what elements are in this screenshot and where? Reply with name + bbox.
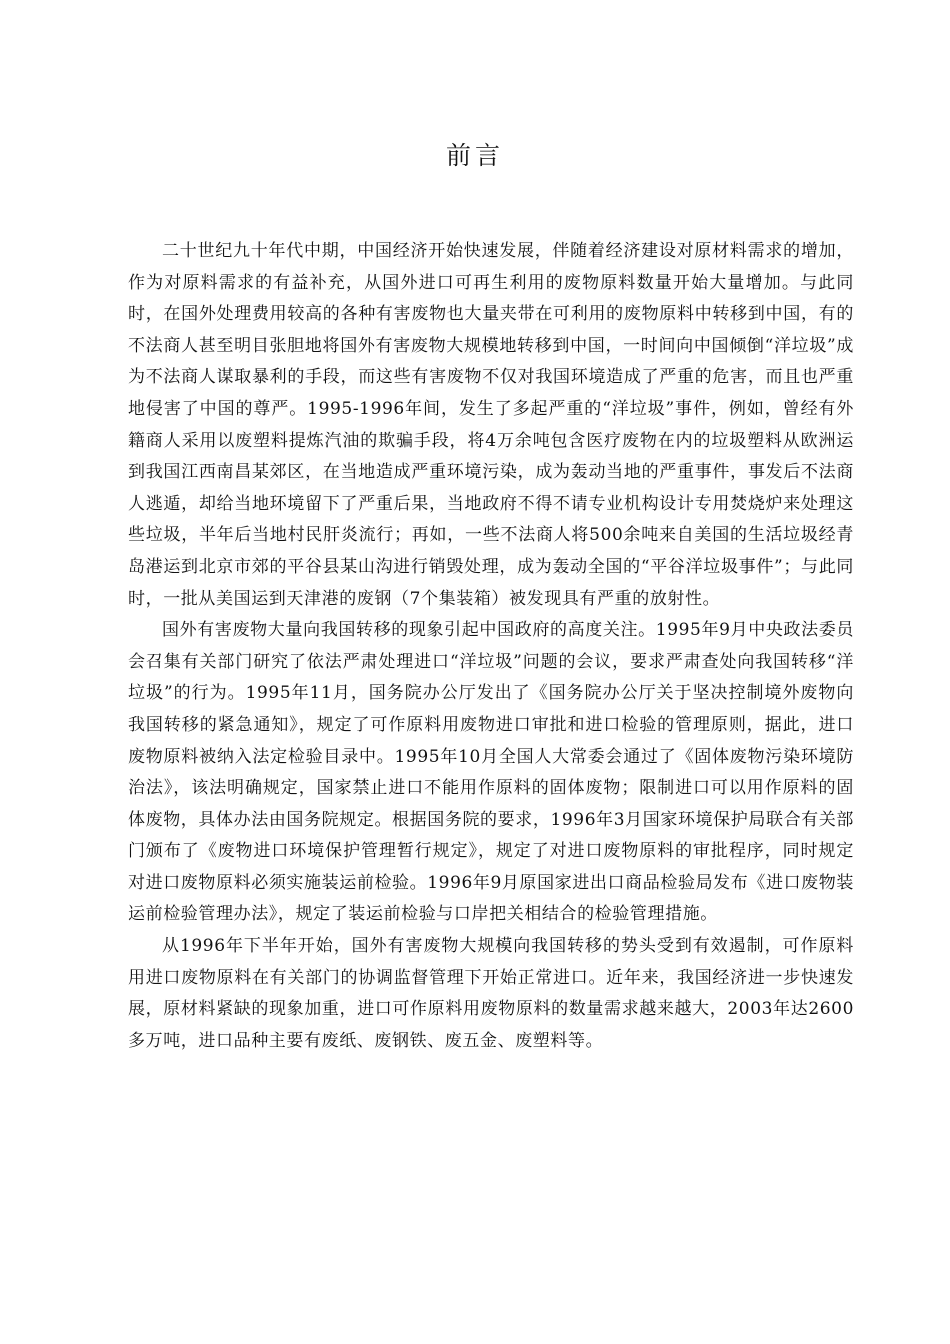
paragraph-2: 国外有害废物大量向我国转移的现象引起中国政府的高度关注。1995年9月中央政法委员会召集有关部门研究了依法严肃处理进口“洋垃圾”问题的会议，要求严肃查处向我国转移“洋垃圾”的行为。1995年11月，国务院办公厅发出了《国务院办公厅关于坚决控制境外废物向我国转移的紧急通知》，规定了可作原料用废物进口审批和进口检验的管理原则，据此，进口废物原料被纳入法定检验目录中。1995年10月全国人大常委会通过了《固体废物污染环境防治法》，该法明确规定，国家禁止进口不能用作原料的固体废物；限制进口可以用作原料的固体废物，具体办法由国务院规定。根据国务院的要求，1996年3月国家环境保护局联合有关部门颁布了《废物进口环境保护管理暂行规定》，规定了对进口废物原料的审批程序，同时规定对进口废物原料必须实施装运前检验。1996年9月原国家进出口商品检验局发布《进口废物装运前检验管理办法》，规定了装运前检验与口岸把关相结合的检验管理措施。 bbox=[128, 620, 854, 925]
paragraph-3: 从1996年下半年开始，国外有害废物大规模向我国转移的势头受到有效遏制，可作原料用进口废物原料在有关部门的协调监督管理下开始正常进口。近年来，我国经济进一步快速发展，原材料紧缺的现象加重，进口可作原料用废物原料的数量需求越来越大，2003年达2600多万吨，进口品种主要有废纸、废钢铁、废五金、废塑料等。 bbox=[128, 936, 854, 1051]
body-text bbox=[128, 236, 854, 1057]
page-title: 前言 bbox=[445, 141, 504, 170]
paragraph-1: 二十世纪九十年代中期，中国经济开始快速发展，伴随着经济建设对原材料需求的增加，作为对原料需求的有益补充，从国外进口可再生利用的废物原料数量开始大量增加。与此同时，在国外处理费用较高的各种有害废物也大量夹带在可利用的废物原料中转移到中国，有的不法商人甚至明目张胆地将国外有害废物大规模地转移到中国，一时间向中国倾倒“洋垃圾”成为不法商人谋取暴利的手段，而这些有害废物不仅对我国环境造成了严重的危害，而且也严重地侵害了中国的尊严。1995-1996年间，发生了多起严重的“洋垃圾”事件，例如，曾经有外籍商人采用以废塑料提炼汽油的欺骗手段，将4万余吨包含医疗废物在内的垃圾塑料从欧洲运到我国江西南昌某郊区，在当地造成严重环境污染，成为轰动当地的严重事件，事发后不法商人逃遁，却给当地环境留下了严重后果，当地政府不得不请专业机构设计专用焚烧炉来处理这些垃圾，半年后当地村民肝炎流行；再如，一些不法商人将500余吨来自美国的生活垃圾经青岛港运到北京市郊的平谷县某山沟进行销毁处理，成为轰动全国的“平谷洋垃圾事件”；与此同时，一批从美国运到天津港的废钢（7个集装箱）被发现具有严重的放射性。 bbox=[128, 241, 854, 609]
